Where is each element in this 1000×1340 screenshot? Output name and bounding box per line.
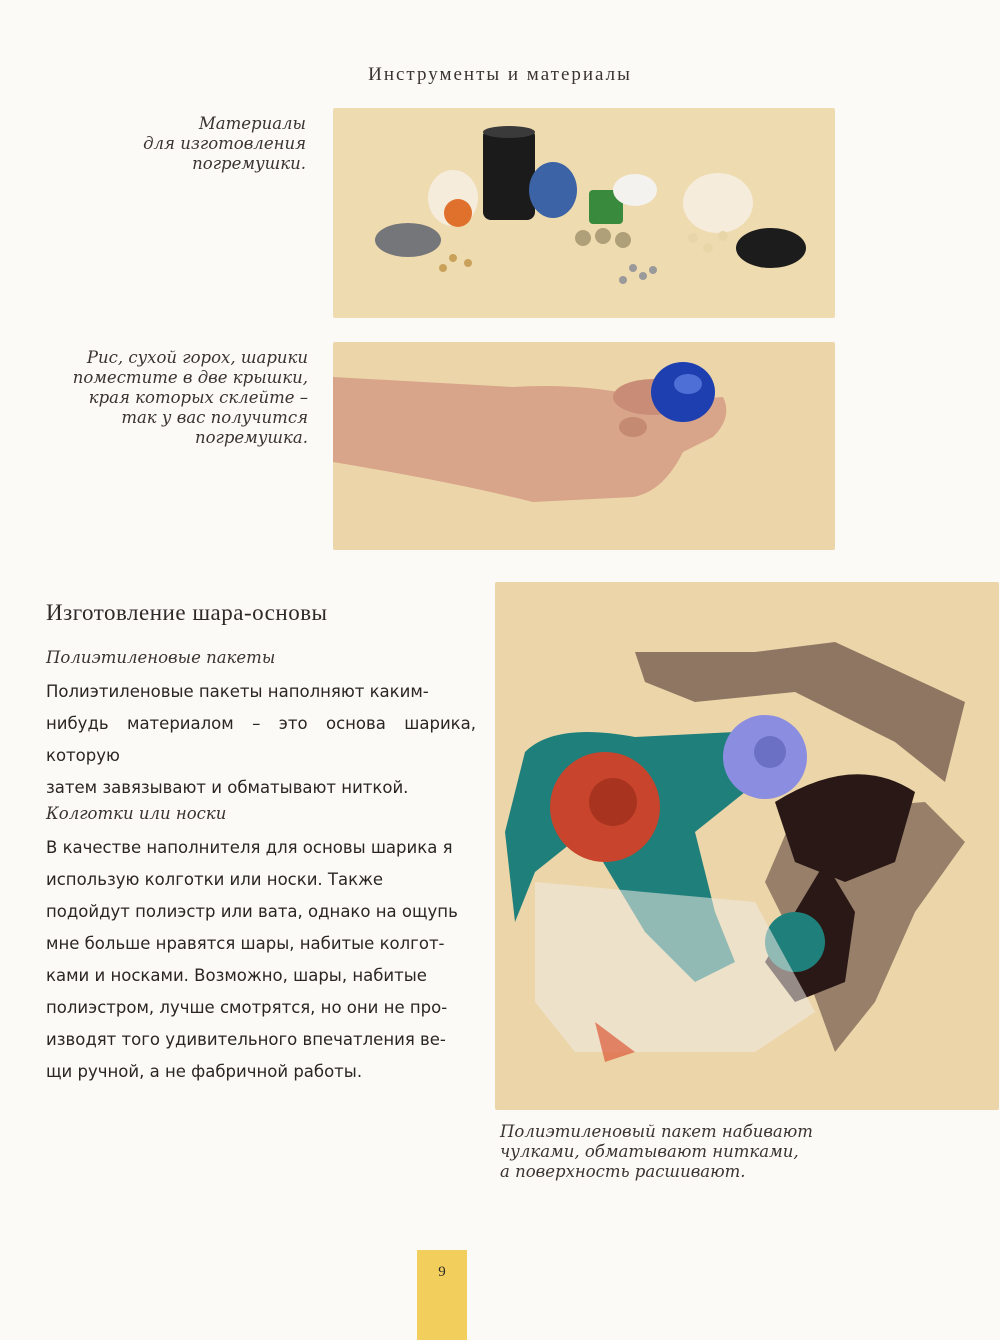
materials-caption-line: Материалы — [198, 114, 306, 133]
section-title: Изготовление шара-основы — [46, 600, 328, 625]
paragraph-line: нибудь материалом – это основа шарика, которую — [46, 714, 476, 765]
paragraph-line: затем завязывают и обматывают ниткой. — [46, 778, 409, 797]
paragraph-line: ками и носками. Возможно, шары, набитые — [46, 966, 427, 985]
paragraph-line: изводят того удивительного впечатления ве- — [46, 1030, 446, 1049]
tights-balls-illustration — [495, 582, 999, 1110]
paragraph-line: подойдут полиэстр или вата, однако на ощупь — [46, 902, 458, 921]
paragraph-bags — [46, 676, 476, 804]
bag-caption-line: Полиэтиленовый пакет набивают — [500, 1122, 813, 1141]
materials-photo — [333, 108, 835, 318]
paragraph-line: Полиэтиленовые пакеты наполняют каким- — [46, 682, 429, 701]
subheading-bags: Полиэтиленовые пакеты — [46, 648, 276, 667]
page-number: 9 — [417, 1250, 467, 1340]
materials-caption-line: погремушки. — [192, 154, 306, 173]
rattle-caption-line: Рис, сухой горох, шарики — [86, 348, 308, 367]
rattle-caption-line: края которых склейте – — [88, 388, 308, 407]
rattle-caption-line: поместите в две крышки, — [72, 368, 308, 387]
materials-caption-line: для изготовления — [143, 134, 306, 153]
paragraph-line: мне больше нравятся шары, набитые колгот- — [46, 934, 445, 953]
rattle-photo — [333, 342, 835, 550]
rattle-caption-line: так у вас получится — [121, 408, 308, 427]
paragraph-line: В качестве наполнителя для основы шарика я — [46, 838, 453, 857]
tights-photo — [495, 582, 999, 1110]
paragraph-tights — [46, 832, 476, 1088]
bag-caption — [500, 1122, 830, 1182]
subheading-tights: Колготки или носки — [46, 804, 227, 823]
bag-caption-line: чулками, обматывают нитками, — [500, 1142, 799, 1161]
materials-caption — [110, 114, 306, 174]
running-header: Инструменты и материалы — [368, 64, 632, 85]
bag-caption-line: а поверхность расшивают. — [500, 1162, 746, 1181]
paragraph-line: полиэстром, лучше смотрятся, но они не про- — [46, 998, 448, 1017]
paragraph-line: использую колготки или носки. Также — [46, 870, 384, 889]
hand-with-rattle-illustration — [333, 342, 835, 550]
paragraph-line: щи ручной, а не фабричной работы. — [46, 1062, 363, 1081]
rattle-caption-line: погремушка. — [194, 428, 308, 447]
rattle-caption — [40, 348, 308, 448]
materials-illustration — [333, 108, 835, 318]
